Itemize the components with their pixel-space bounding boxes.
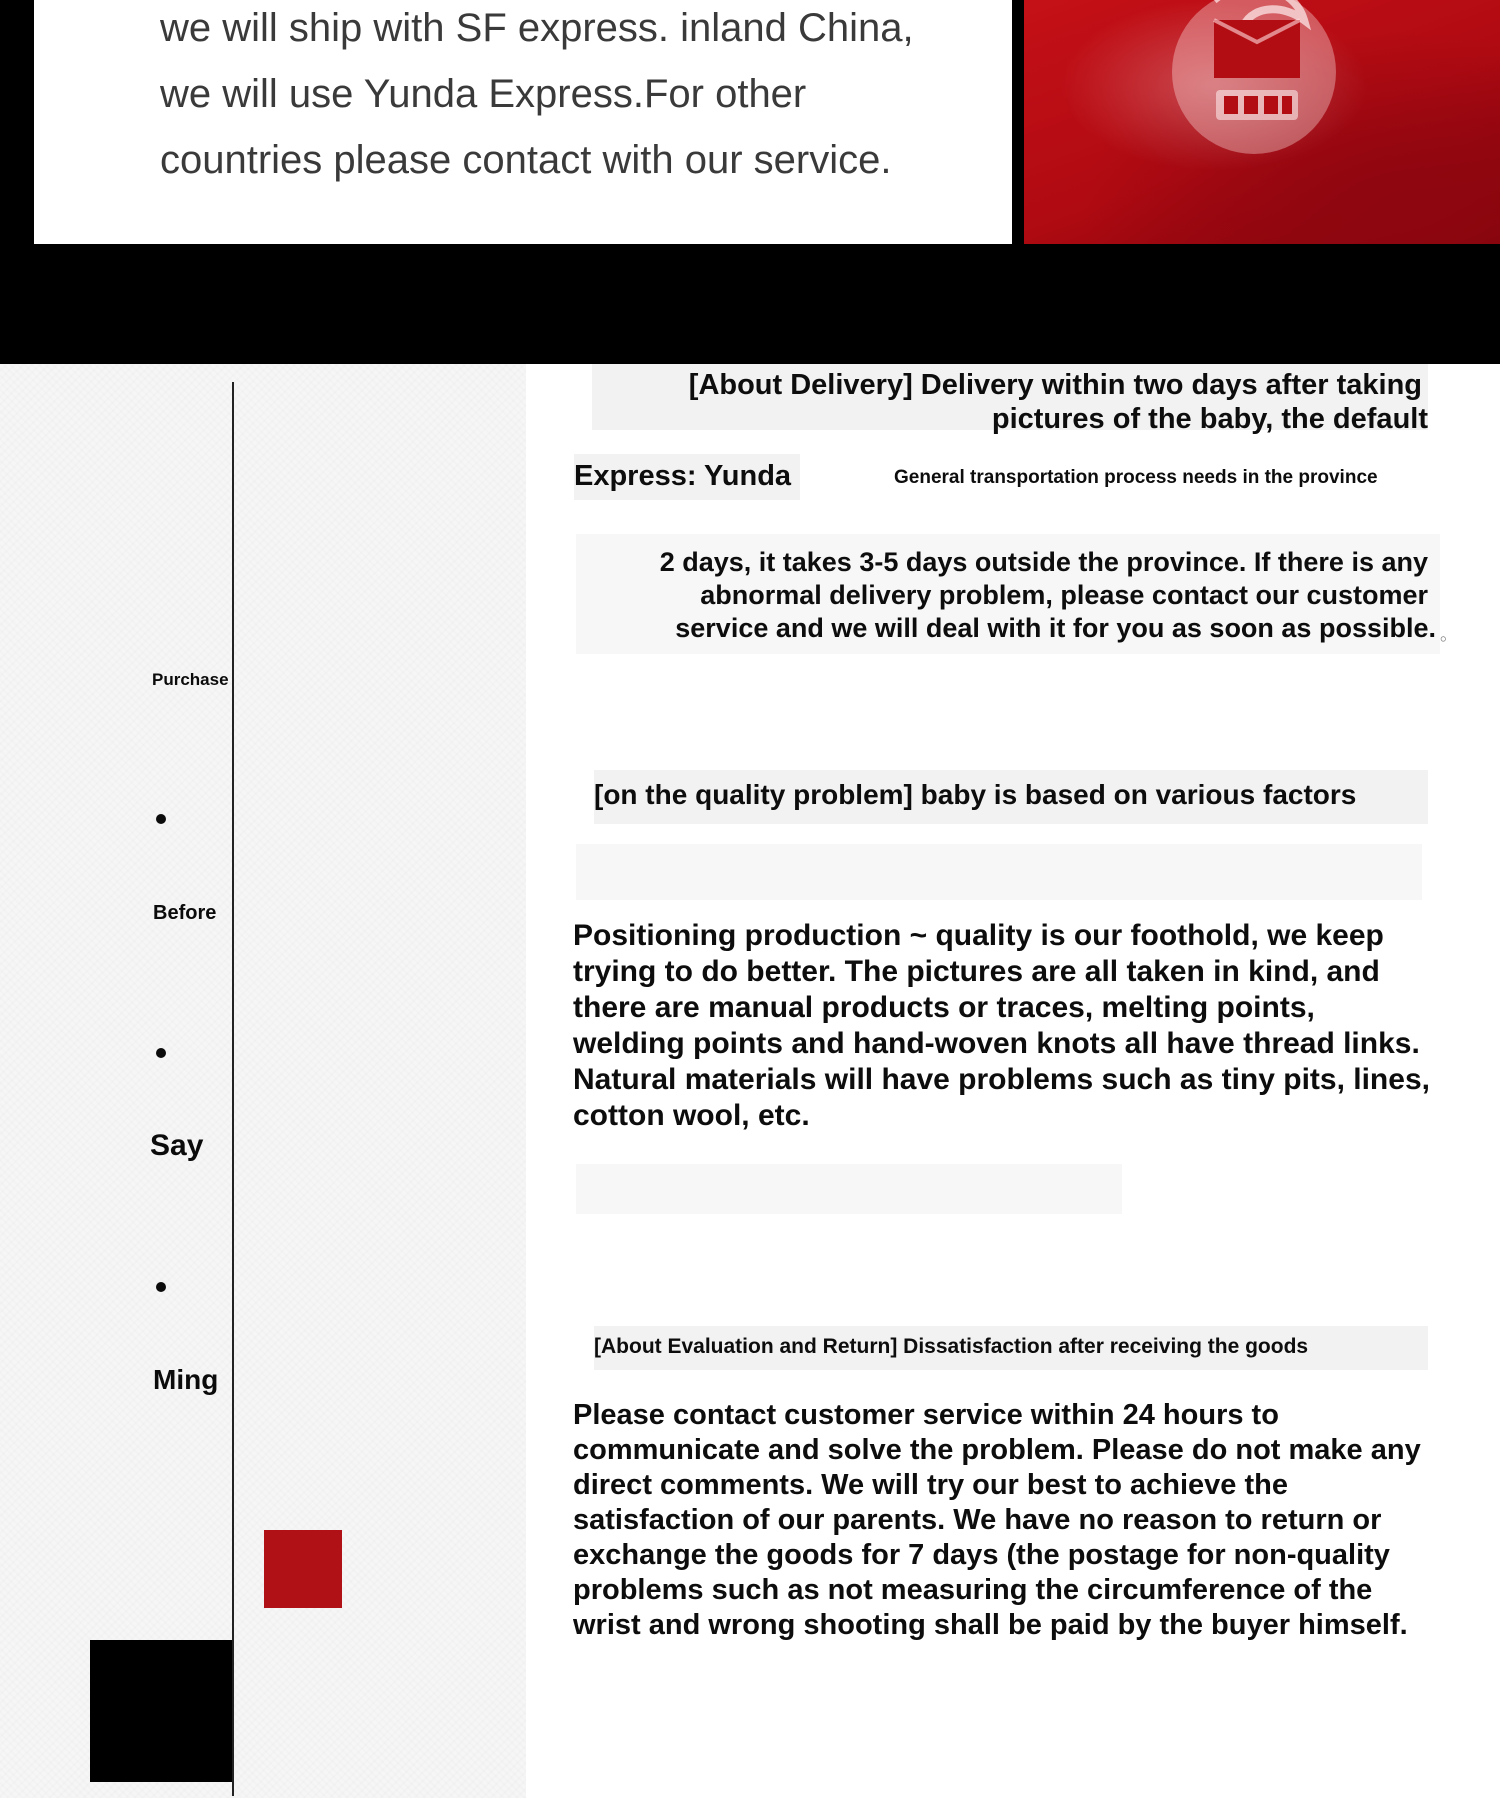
brand-seal-photo [1024, 0, 1500, 244]
evaluation-body: Please contact customer service within 24 hours to communicate and solve the problem. Please do not make any direct comments. We will try our best to achieve the satisfaction of our parents. We have no reason to return or exchange the goods for 7 days (the postage for non-quality problems such as not measuring the circumference of the wrist and wrong shooting shall be paid by the buyer himself. [573, 1399, 1421, 1641]
delivery-body-line-2: abnormal delivery problem, please contact our customer [700, 580, 1428, 610]
shipping-notice-card [34, 0, 1012, 244]
shipping-notice-line-2: we will use Yunda Express.For other [160, 72, 807, 116]
timeline-panel [0, 364, 526, 1798]
province-note: General transportation process needs in the province [894, 467, 1378, 488]
quality-body: Positioning production ~ quality is our foothold, we keep trying to do better. The pictures are all taken in kind, and there are manual products or traces, melting points, welding points and hand-woven knots all have thread links. Natural materials will have problems such as tiny pits, lines, cotton wool, etc. [573, 919, 1430, 1132]
black-accent-square [90, 1640, 232, 1782]
timeline-label-say: Say [150, 1129, 204, 1162]
timeline-label-purchase: Purchase [152, 670, 229, 689]
delivery-body-line-1: 2 days, it takes 3-5 days outside the province. If there is any [659, 547, 1428, 577]
timeline-dot [156, 1048, 166, 1058]
timeline-dot [156, 814, 166, 824]
timeline-dot [156, 1282, 166, 1292]
delivery-heading-line-2: pictures of the baby, the default [991, 403, 1428, 435]
red-accent-square [264, 1530, 342, 1608]
quality-heading-background [576, 844, 1422, 900]
trailing-mark: 。 [1440, 624, 1458, 644]
quality-heading: [on the quality problem] baby is based on various factors [594, 779, 1357, 810]
express-label: Express: Yunda [574, 460, 792, 492]
timeline-line [232, 382, 234, 1796]
timeline-label-before: Before [153, 902, 217, 924]
seal-emblem-icon [1154, 0, 1354, 160]
delivery-heading-line-1: [About Delivery] Delivery within two days after taking [688, 369, 1422, 401]
evaluation-heading: [About Evaluation and Return] Dissatisfaction after receiving the goods [594, 1335, 1309, 1358]
shipping-notice-line-1: we will ship with SF express. inland China, [160, 6, 914, 50]
policy-section [0, 364, 1500, 1798]
top-banner [0, 0, 1500, 364]
shipping-notice-line-3: countries please contact with our service. [160, 138, 892, 182]
quality-body-background [576, 1164, 1122, 1214]
delivery-body-line-3: service and we will deal with it for you as soon as possible. [675, 613, 1436, 643]
timeline-label-ming: Ming [153, 1364, 219, 1395]
